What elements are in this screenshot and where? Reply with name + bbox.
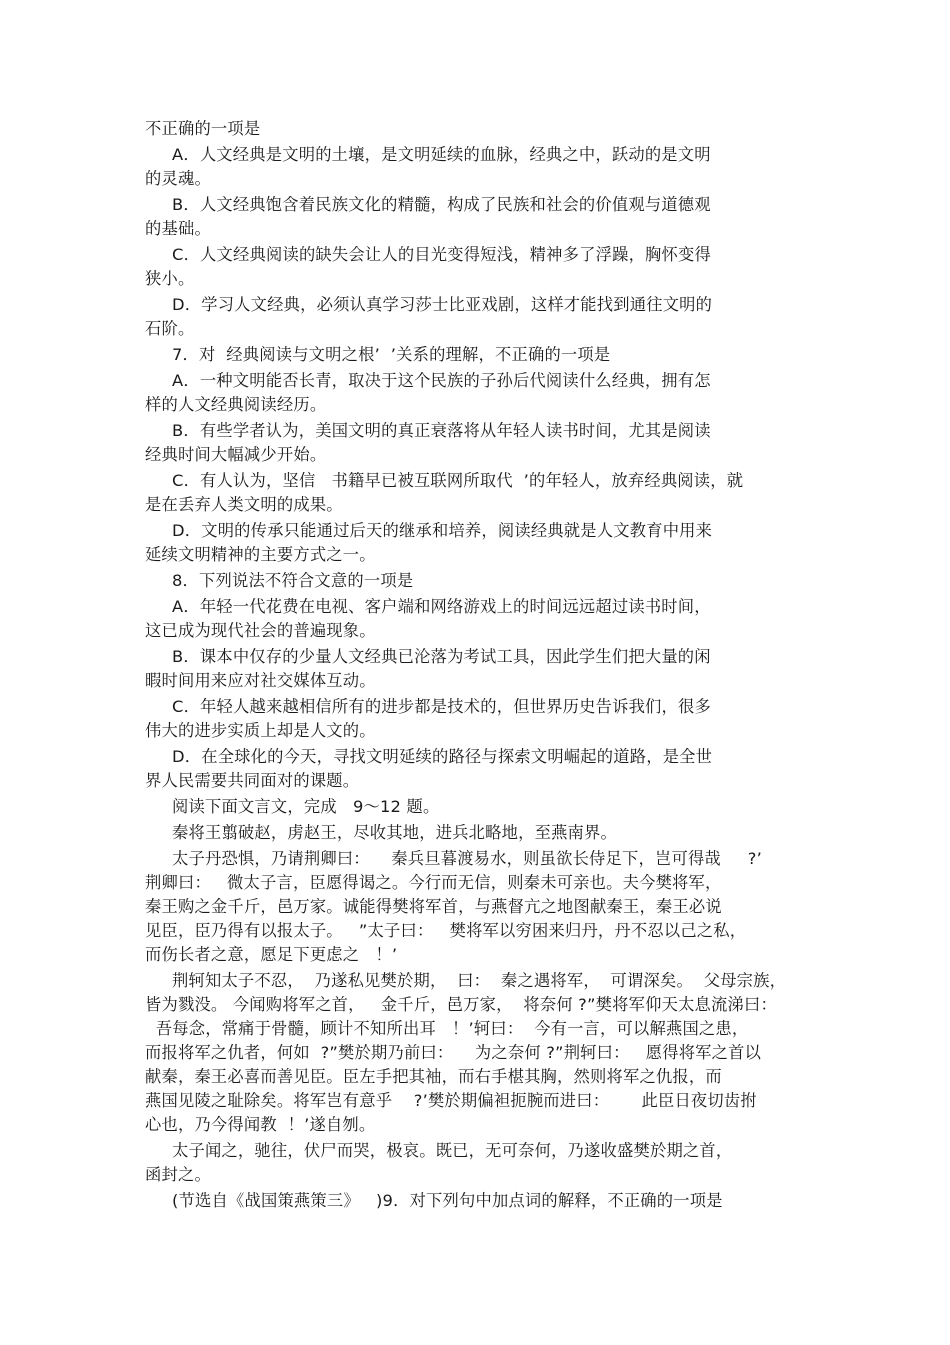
- text-line: A．一种文明能否长青，取决于这个民族的子孙后代阅读什么经典，拥有怎: [172, 371, 711, 390]
- text-line: D．学习人文经典，必须认真学习莎士比亚戏剧，这样才能找到通往文明的: [172, 295, 713, 314]
- text-line: 的基础。: [145, 219, 211, 238]
- text-line: 秦将王翦破赵，虏赵王，尽收其地，进兵北略地，至燕南界。: [172, 823, 617, 842]
- text-line: 皆为戮没。 今闻购将军之首， 金千斤，邑万家， 将奈何 ?”樊将军仰天太息流涕曰：: [145, 995, 777, 1014]
- text-line: 见臣，臣乃得有以报太子。 ”太子曰： 樊将军以穷困来归丹，丹不忍以己之私，: [145, 921, 747, 940]
- text-line: 8．下列说法不符合文意的一项是: [172, 571, 414, 590]
- text-line: 献秦，秦王必喜而善见臣。臣左手把其袖，而右手椹其胸，然则将军之仇报，而: [145, 1067, 722, 1086]
- text-line: D．在全球化的今天，寻找文明延续的路径与探索文明崛起的道路，是全世: [172, 747, 713, 766]
- text-line: 暇时间用来应对社交媒体互动。: [145, 671, 376, 690]
- text-line: 心也，乃今得闻教 ！’遂自刎。: [145, 1115, 376, 1134]
- text-line: 这已成为现代社会的普遍现象。: [145, 621, 376, 640]
- text-line: 伟大的进步实质上却是人文的。: [145, 721, 376, 740]
- text-line: 狭小。: [145, 269, 195, 288]
- text-line: 的灵魂。: [145, 169, 211, 188]
- text-line: 阅读下面文言文，完成 9～12 题。: [172, 797, 440, 816]
- text-line: 7．对 经典阅读与文明之根’ ’关系的理解，不正确的一项是: [172, 345, 611, 364]
- text-line: B．课本中仅存的少量人文经典已沦落为考试工具，因此学生们把大量的闲: [172, 647, 711, 666]
- text-line: B．有些学者认为，美国文明的真正衰落将从年轻人读书时间，尤其是阅读: [172, 421, 711, 440]
- text-line: A．年轻一代花费在电视、客户端和网络游戏上的时间远远超过读书时间，: [172, 597, 711, 616]
- text-line: 函封之。: [145, 1165, 211, 1184]
- text-line: B．人文经典饱含着民族文化的精髓，构成了民族和社会的价值观与道德观: [172, 195, 711, 214]
- text-line: 吾每念，常痛于骨髓，顾计不知所出耳 ！’轲曰： 今有一言，可以解燕国之患，: [145, 1019, 749, 1038]
- text-line: 而伤长者之意，愿足下更虑之 ！’: [145, 945, 398, 964]
- text-line: 荆轲知太子不忍， 乃遂私见樊於期， 曰： 秦之遇将军， 可谓深矣。 父母宗族，: [172, 971, 787, 990]
- text-line: 荆卿曰： 微太子言，臣愿得谒之。今行而无信，则秦未可亲也。夫今樊将军，: [145, 873, 722, 892]
- text-line: 石阶。: [145, 319, 195, 338]
- text-line: 经典时间大幅减少开始。: [145, 445, 327, 464]
- text-line: 延续文明精神的主要方式之一。: [145, 545, 376, 564]
- text-line: 不正确的一项是: [145, 119, 261, 138]
- text-line: (节选自《战国策燕策三》 )9．对下列句中加点词的解释，不正确的一项是: [172, 1191, 723, 1210]
- text-line: 燕国见陵之耻除矣。将军岂有意乎 ?’樊於期偏袒扼腕而进曰： 此臣日夜切齿拊: [145, 1091, 757, 1110]
- text-line: 太子丹恐惧，乃请荆卿曰： 秦兵旦暮渡易水，则虽欲长侍足下，岂可得哉 ?’: [172, 849, 762, 868]
- text-line: C．年轻人越来越相信所有的进步都是技术的，但世界历史告诉我们，很多: [172, 697, 711, 716]
- text-line: 而报将军之仇者，何如 ?”樊於期乃前曰： 为之奈何 ?”荆轲曰： 愿得将军之首以: [145, 1043, 762, 1062]
- text-line: 界人民需要共同面对的课题。: [145, 771, 360, 790]
- text-line: 太子闻之，驰往，伏尸而哭，极哀。既已，无可奈何，乃遂收盛樊於期之首，: [172, 1141, 733, 1160]
- text-line: D．文明的传承只能通过后天的继承和培养，阅读经典就是人文教育中用来: [172, 521, 713, 540]
- text-line: C．人文经典阅读的缺失会让人的目光变得短浅，精神多了浮躁，胸怀变得: [172, 245, 711, 264]
- text-line: 秦王购之金千斤，邑万家。诚能得樊将军首，与燕督亢之地图献秦王，秦王必说: [145, 897, 722, 916]
- text-line: A．人文经典是文明的土壤，是文明延续的血脉，经典之中，跃动的是文明: [172, 145, 711, 164]
- text-line: 样的人文经典阅读经历。: [145, 395, 327, 414]
- text-line: 是在丢弃人类文明的成果。: [145, 495, 343, 514]
- text-line: C．有人认为，坚信 书籍早已被互联网所取代 ’的年轻人，放弃经典阅读，就: [172, 471, 744, 490]
